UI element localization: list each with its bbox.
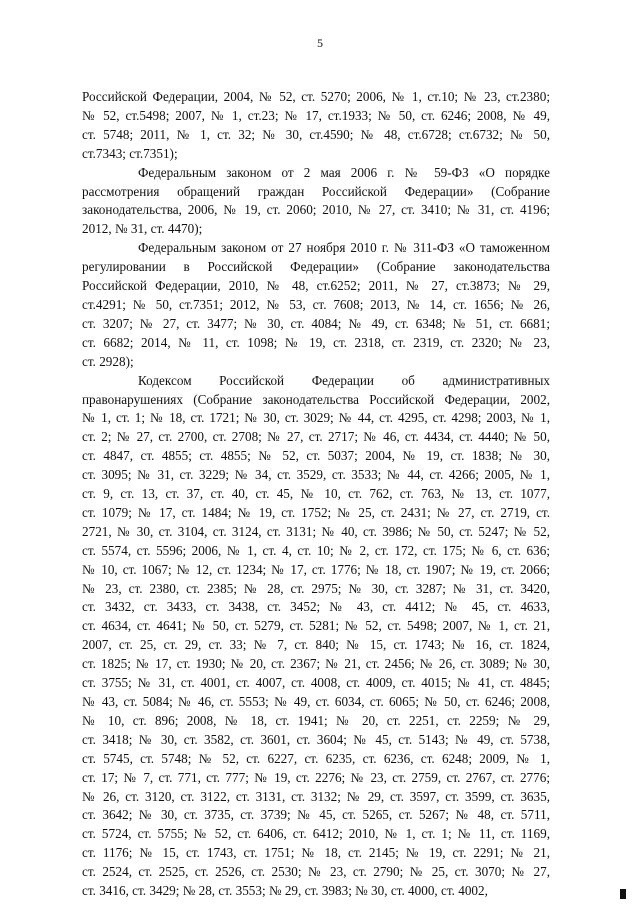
text-line: 2007, ст. 25, ст. 29, ст. 33; № 7, ст. 840; № 15, ст. 1743; № 16, ст. 1824, <box>82 637 550 653</box>
text-line: ст. 4634, ст. 4641; № 50, ст. 5279, ст. 5281; № 52, ст. 5498; 2007, № 1, ст. 21, <box>82 618 550 634</box>
text-line: № 52, ст.5498; 2007, № 1, ст.23; № 17, ст.1933; № 50, ст. 6246; 2008, № 49, <box>82 107 550 123</box>
text-line: ст. 3207; № 27, ст. 3477; № 30, ст. 4084; № 49, ст. 6348; № 51, ст. 6681; <box>82 315 550 331</box>
document-body <box>82 88 550 901</box>
text-line: ст. 6682; 2014, № 11, ст. 1098; № 19, ст. 2318, ст. 2319, ст. 2320; № 23, <box>82 334 550 350</box>
paragraph <box>82 88 550 164</box>
paragraph <box>82 372 550 901</box>
text-line: ст. 3416, ст. 3429; № 28, ст. 3553; № 29, ст. 3983; № 30, ст. 4000, ст. 4002, <box>82 883 488 899</box>
text-line: Российской Федерации, 2010, № 48, ст.6252; 2011, № 27, ст.3873; № 29, <box>82 278 550 294</box>
text-line: ст. 17; № 7, ст. 771, ст. 777; № 19, ст. 2276; № 23, ст. 2759, ст. 2767, ст. 2776; <box>82 769 550 785</box>
text-line: законодательства, 2006, № 19, ст. 2060; 2010, № 27, ст. 3410; № 31, ст. 4196; <box>82 202 550 218</box>
text-line: ст. 2928); <box>82 353 134 369</box>
text-line: ст. 3642; № 30, ст. 3735, ст. 3739; № 45, ст. 5265, ст. 5267; № 48, ст. 5711, <box>82 807 550 823</box>
text-line: ст. 5724, ст. 5755; № 52, ст. 6406, ст. 6412; 2010, № 1, ст. 1; № 11, ст. 1169, <box>82 826 550 842</box>
text-line: 2721, № 30, ст. 3104, ст. 3124, ст. 3131; № 40, ст. 3986; № 50, ст. 5247; № 52, <box>82 523 550 539</box>
text-line: № 10, ст. 896; 2008, № 18, ст. 1941; № 20, ст. 2251, ст. 2259; № 29, <box>82 712 550 728</box>
text-line: Федеральным законом от 27 ноября 2010 г. № 311-ФЗ «О таможенном <box>138 240 550 256</box>
text-line: ст. 1079; № 17, ст. 1484; № 19, ст. 1752; № 25, ст. 2431; № 27, ст. 2719, ст. <box>82 504 550 520</box>
text-line: Федеральным законом от 2 мая 2006 г. № 59-ФЗ «О порядке <box>138 164 550 180</box>
text-line: ст. 3418; № 30, ст. 3582, ст. 3601, ст. 3604; № 45, ст. 5143; № 49, ст. 5738, <box>82 731 550 747</box>
scan-edge-mark <box>620 889 626 899</box>
text-line: ст. 9, ст. 13, ст. 37, ст. 40, ст. 45, № 10, ст. 762, ст. 763, № 13, ст. 1077, <box>82 486 550 502</box>
text-line: правонарушениях (Собрание законодательства Российской Федерации, 2002, <box>82 391 550 407</box>
text-line: ст. 3432, ст. 3433, ст. 3438, ст. 3452; № 43, ст. 4412; № 45, ст. 4633, <box>82 599 550 615</box>
text-line: № 26, ст. 3120, ст. 3122, ст. 3131, ст. 3132; № 29, ст. 3597, ст. 3599, ст. 3635, <box>82 788 550 804</box>
text-line: ст. 5745, ст. 5748; № 52, ст. 6227, ст. 6235, ст. 6236, ст. 6248; 2009, № 1, <box>82 750 550 766</box>
paragraph <box>82 239 550 371</box>
text-line: ст. 3755; № 31, ст. 4001, ст. 4007, ст. 4008, ст. 4009, ст. 4015; № 41, ст. 4845; <box>82 675 550 691</box>
text-line: ст.4291; № 50, ст.7351; 2012, № 53, ст. 7608; 2013, № 14, ст. 1656; № 26, <box>82 296 550 312</box>
text-line: Российской Федерации, 2004, № 52, ст. 5270; 2006, № 1, ст.10; № 23, ст.2380; <box>82 89 550 104</box>
text-line: ст. 2524, ст. 2525, ст. 2526, ст. 2530; № 23, ст. 2790; № 25, ст. 3070; № 27, <box>82 864 550 880</box>
text-line: Кодексом Российской Федерации об административных <box>138 372 550 388</box>
text-line: № 10, ст. 1067; № 12, ст. 1234; № 17, ст. 1776; № 18, ст. 1907; № 19, ст. 2066; <box>82 561 550 577</box>
text-line: ст. 2; № 27, ст. 2700, ст. 2708; № 27, ст. 2717; № 46, ст. 4434, ст. 4440; № 50, <box>82 429 550 445</box>
text-line: № 23, ст. 2380, ст. 2385; № 28, ст. 2975; № 30, ст. 3287; № 31, ст. 3420, <box>82 580 550 596</box>
text-line: ст.7343; ст.7351); <box>82 145 178 161</box>
text-line: № 1, ст. 1; № 18, ст. 1721; № 30, ст. 3029; № 44, ст. 4295, ст. 4298; 2003, № 1, <box>82 410 550 426</box>
text-line: ст. 3095; № 31, ст. 3229; № 34, ст. 3529, ст. 3533; № 44, ст. 4266; 2005, № 1, <box>82 467 550 483</box>
paragraph <box>82 164 550 240</box>
text-line: ст. 1825; № 17, ст. 1930; № 20, ст. 2367; № 21, ст. 2456; № 26, ст. 3089; № 30, <box>82 656 550 672</box>
text-line: ст. 1176; № 15, ст. 1743, ст. 1751; № 18, ст. 2145; № 19, ст. 2291; № 21, <box>82 845 550 861</box>
text-line: рассмотрения обращений граждан Российской Федерации» (Собрание <box>82 183 550 199</box>
text-line: ст. 4847, ст. 4855; ст. 4855; № 52, ст. 5037; 2004, № 19, ст. 1838; № 30, <box>82 448 550 464</box>
page-number: 5 <box>317 36 323 50</box>
text-line: ст. 5748; 2011, № 1, ст. 32; № 30, ст.4590; № 48, ст.6728; ст.6732; № 50, <box>82 126 550 142</box>
text-line: регулировании в Российской Федерации» (Собрание законодательства <box>82 259 550 275</box>
text-line: 2012, № 31, ст. 4470); <box>82 221 203 237</box>
text-line: ст. 5574, ст. 5596; 2006, № 1, ст. 4, ст. 10; № 2, ст. 172, ст. 175; № 6, ст. 636; <box>82 542 550 558</box>
text-line: № 43, ст. 5084; № 46, ст. 5553; № 49, ст. 6034, ст. 6065; № 50, ст. 6246; 2008, <box>82 694 550 709</box>
